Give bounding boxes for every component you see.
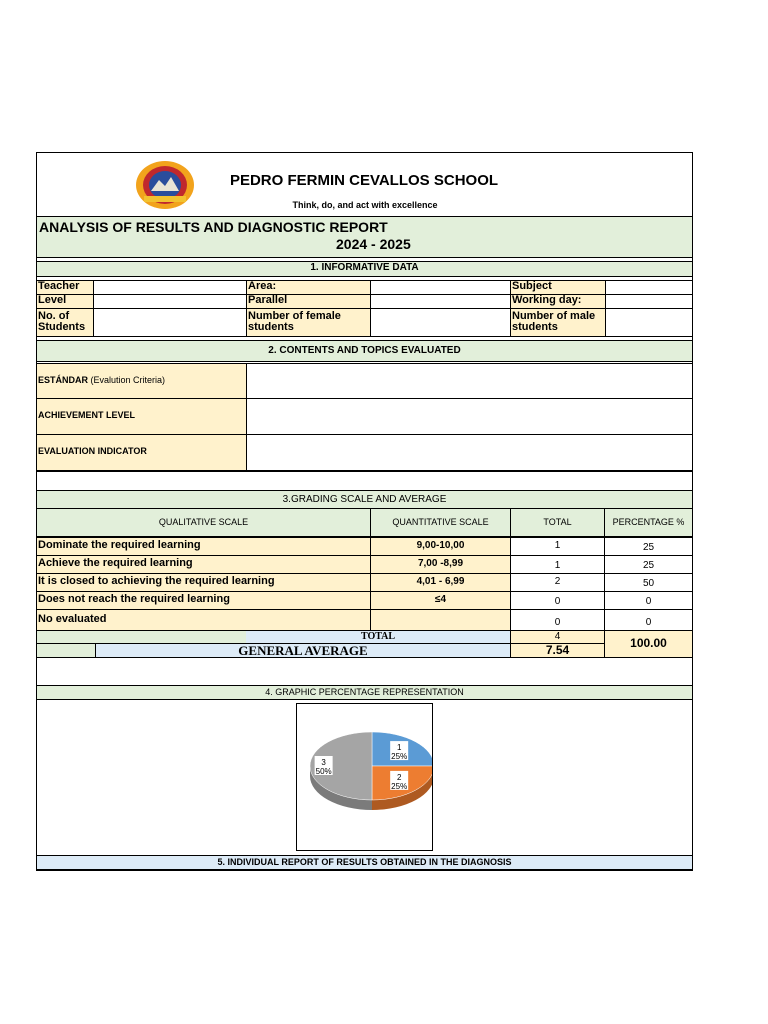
estandar-label-text: ESTÁNDAR — [38, 375, 89, 385]
pie-data-label — [390, 771, 408, 791]
school-motto: Think, do, and act with excellence — [292, 200, 438, 210]
teacher-label: Teacher — [36, 280, 94, 295]
area-label: Area: — [246, 280, 371, 295]
achievement-label: ACHIEVEMENT LEVEL — [36, 398, 247, 435]
pie-data-label — [390, 741, 408, 761]
estandar-note: (Evalution Criteria) — [90, 375, 166, 385]
grade-row-qual: It is closed to achieving the required learning — [36, 573, 371, 592]
col-percentage: PERCENTAGE % — [604, 508, 693, 537]
subject-label: Subject — [510, 280, 606, 295]
grade-row-quant: 4,01 - 6,99 — [370, 573, 511, 592]
estandar-field[interactable] — [246, 363, 693, 399]
col-qualitative: QUALITATIVE SCALE — [36, 508, 371, 537]
section-grading-title: 3.GRADING SCALE AND AVERAGE — [36, 490, 693, 509]
school-name: PEDRO FERMIN CEVALLOS SCHOOL — [229, 172, 499, 189]
average-label: GENERAL AVERAGE — [95, 643, 511, 658]
section-individual-title: 5. INDIVIDUAL REPORT OF RESULTS OBTAINED IN THE DIAGNOSIS — [36, 855, 693, 870]
male-students-label: Number of male students — [510, 308, 606, 337]
grade-row-total: 2 — [510, 573, 605, 592]
pie-label-category: 1 — [396, 743, 402, 753]
achievement-field[interactable] — [246, 398, 693, 435]
parallel-field[interactable] — [370, 294, 511, 309]
grade-row-qual: Achieve the required learning — [36, 555, 371, 574]
grade-row-pct: 0 — [604, 609, 693, 631]
grade-row-pct: 25 — [604, 537, 693, 556]
pie-label-percent: 25% — [391, 752, 408, 762]
section-informative-title: 1. INFORMATIVE DATA — [36, 261, 693, 277]
male-students-field[interactable] — [605, 308, 693, 337]
area-field[interactable] — [370, 280, 511, 295]
col-quantitative: QUANTITATIVE SCALE — [370, 508, 511, 537]
estandar-label — [36, 363, 247, 399]
grade-row-qual: No evaluated — [36, 609, 371, 631]
grade-row-pct: 0 — [604, 591, 693, 610]
teacher-field[interactable] — [93, 280, 247, 295]
grade-row-quant — [370, 609, 511, 631]
average-value: 7.54 — [510, 643, 605, 658]
total-label: TOTAL — [246, 631, 510, 644]
grade-row-total: 0 — [510, 609, 605, 631]
col-total: TOTAL — [510, 508, 605, 537]
report-title: ANALYSIS OF RESULTS AND DIAGNOSTIC REPORT — [39, 219, 388, 235]
grade-row-total: 1 — [510, 555, 605, 574]
pie-data-label — [315, 756, 333, 776]
subject-field[interactable] — [605, 280, 693, 295]
pie-label-category: 2 — [396, 772, 402, 782]
pie-chart — [297, 704, 432, 850]
average-row-left — [36, 643, 96, 658]
pie-label-percent: 50% — [315, 767, 332, 776]
indicator-field[interactable] — [246, 434, 693, 471]
pie-label-category: 3 — [321, 758, 326, 767]
grade-row-qual: Does not reach the required learning — [36, 591, 371, 610]
level-label: Level — [36, 294, 94, 309]
total-percentage: 100.00 — [604, 630, 693, 658]
grade-row-quant: 9,00-10,00 — [370, 537, 511, 556]
grade-row-pct: 50 — [604, 573, 693, 592]
level-field[interactable] — [93, 294, 247, 309]
working-day-label: Working day: — [510, 294, 606, 309]
school-logo — [134, 158, 196, 210]
working-day-field[interactable] — [605, 294, 693, 309]
female-students-label: Number of female students — [246, 308, 371, 337]
female-students-field[interactable] — [370, 308, 511, 337]
pie-label-percent: 25% — [391, 781, 408, 791]
grade-row-quant: 7,00 -8,99 — [370, 555, 511, 574]
num-students-field[interactable] — [93, 308, 247, 337]
indicator-label: EVALUATION INDICATOR — [36, 434, 247, 471]
spacer-row — [36, 657, 693, 686]
grade-row-qual: Dominate the required learning — [36, 537, 371, 556]
section-contents-title: 2. CONTENTS AND TOPICS EVALUATED — [36, 340, 693, 362]
total-value: 4 — [510, 630, 605, 644]
school-year: 2024 - 2025 — [336, 236, 411, 252]
section-graphic-title: 4. GRAPHIC PERCENTAGE REPRESENTATION — [36, 685, 693, 700]
parallel-label: Parallel — [246, 294, 371, 309]
pie-chart-box — [296, 703, 433, 851]
blank-row — [36, 471, 693, 491]
grade-row-total: 0 — [510, 591, 605, 610]
grade-row-quant: ≤4 — [370, 591, 511, 610]
grade-row-pct: 25 — [604, 555, 693, 574]
num-students-label: No. of Students — [36, 308, 94, 337]
grade-row-total: 1 — [510, 537, 605, 556]
